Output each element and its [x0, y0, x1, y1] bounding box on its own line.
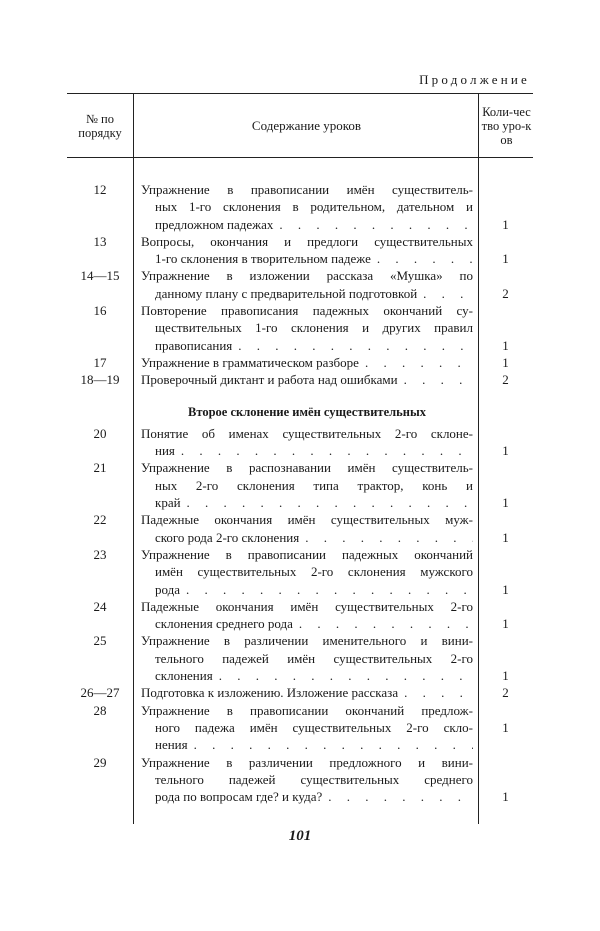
content-line [141, 494, 473, 511]
table-row [67, 371, 533, 388]
table-row [67, 302, 533, 354]
content-line: Упражнение в распознавании имён существитель- [141, 460, 473, 476]
lesson-count: 2 [502, 285, 509, 301]
table-row [67, 354, 533, 371]
lesson-number: 29 [93, 754, 107, 770]
dot-leader [404, 684, 473, 701]
lesson-number: 17 [93, 354, 107, 370]
lesson-content [141, 684, 473, 701]
dot-leader [194, 736, 473, 753]
content-line-text: нения [155, 737, 188, 753]
lesson-count: 1 [502, 216, 509, 232]
dot-leader [279, 216, 473, 233]
content-line: Повторение правописания падежных окончаний су- [141, 303, 473, 319]
content-line: Упражнение в различении предложного и вини- [141, 754, 473, 770]
lesson-content [141, 181, 473, 233]
content-line [141, 736, 473, 753]
lesson-count: 1 [502, 789, 509, 805]
lesson-content [141, 233, 473, 268]
lesson-content [141, 354, 473, 371]
content-line [141, 581, 473, 598]
content-line-text: 1-го склонения в творительном падеже [155, 251, 371, 267]
content-line: Упражнение в изложении рассказа «Мушка» по [141, 268, 473, 284]
lesson-count: 1 [502, 581, 509, 597]
lesson-count: 1 [502, 337, 509, 353]
table-row [67, 632, 533, 684]
content-line [141, 667, 473, 684]
lesson-number: 13 [93, 233, 107, 249]
content-line [141, 684, 473, 701]
table-row [67, 181, 533, 233]
table-row [67, 459, 533, 511]
content-line: Упражнение в правописании окончаний предлож- [141, 702, 473, 718]
lesson-count: 2 [502, 372, 509, 388]
lesson-content [141, 425, 473, 460]
content-line [141, 442, 473, 459]
content-line: Упражнение в правописании падежных окончаний [141, 546, 473, 562]
content-line: ных 1-го склонения в родительном, дательном и [155, 199, 473, 215]
lesson-number: 23 [93, 546, 107, 562]
continuation-label: Продолжение [419, 72, 530, 87]
lesson-number: 12 [93, 182, 107, 197]
lesson-count: 1 [502, 668, 509, 684]
lesson-number: 21 [93, 460, 107, 476]
lesson-content [141, 598, 473, 633]
lesson-count: 1 [502, 354, 509, 370]
content-line-text: склонения среднего рода [155, 616, 293, 632]
content-line: Падежные окончания имён существительных муж- [141, 512, 473, 528]
lesson-content [141, 302, 473, 354]
lesson-content [141, 511, 473, 546]
table-top-rule [67, 93, 533, 94]
table-row [67, 684, 533, 701]
lesson-number: 14—15 [80, 268, 120, 284]
lesson-count: 2 [502, 685, 509, 701]
lesson-content [141, 702, 473, 754]
page-number: 101 [288, 828, 312, 844]
content-line: имён существительных 2-го склонения мужского [155, 564, 473, 580]
lesson-group-1 [67, 181, 533, 389]
content-line-text: данному плану с предварительной подготовкой [155, 285, 418, 301]
content-line: Понятие об именах существительных 2-го склоне- [141, 425, 473, 441]
dot-leader [186, 581, 473, 598]
lesson-content [141, 459, 473, 511]
lesson-number: 18—19 [80, 372, 120, 388]
dot-leader [423, 285, 473, 302]
content-line-text: склонения [155, 668, 213, 684]
table-row [67, 425, 533, 460]
content-line-text: Проверочный диктант и работа над ошибками [141, 372, 398, 388]
lesson-number: 28 [93, 702, 107, 718]
dot-leader [404, 371, 473, 388]
lesson-count: 1 [502, 443, 509, 459]
content-line: ного падежа имён существительных 2-го скло- [155, 719, 473, 735]
lesson-number: 22 [93, 512, 107, 528]
lesson-number: 16 [93, 303, 107, 319]
content-line: Вопросы, окончания и предлоги существительных [141, 233, 473, 249]
content-line: ных 2-го склонения типа трактор, конь и [155, 477, 473, 493]
dot-leader [181, 442, 473, 459]
content-line-text: ния [155, 443, 175, 459]
lesson-content [141, 754, 473, 806]
table-row [67, 546, 533, 598]
dot-leader [219, 667, 473, 684]
content-line [141, 615, 473, 632]
dot-leader [365, 354, 473, 371]
table-row [67, 702, 533, 754]
content-line: Упражнение в различении именительного и вини- [141, 633, 473, 649]
content-line [141, 354, 473, 371]
content-line-text: Упражнение в грамматическом разборе [141, 354, 359, 370]
content-line-text: рода по вопросам где? и куда? [155, 789, 323, 805]
lesson-count: 1 [502, 251, 509, 267]
dot-leader [377, 250, 473, 267]
dot-leader [299, 615, 473, 632]
content-line [141, 285, 473, 302]
dot-leader [305, 529, 473, 546]
content-line-text: Подготовка к изложению. Изложение рассказа [141, 685, 399, 701]
content-line [141, 788, 473, 805]
header-count: Коли-чество уро-ков [481, 105, 532, 147]
lesson-count: 1 [502, 719, 509, 735]
content-line: Падежные окончания имён существительных 2-го [141, 598, 473, 614]
table-row [67, 598, 533, 633]
lesson-content [141, 546, 473, 598]
content-line-text: предложном падежах [155, 216, 274, 232]
dot-leader [238, 337, 473, 354]
lesson-number: 24 [93, 598, 107, 614]
lesson-number: 25 [93, 633, 107, 649]
header-content: Содержание уроков [251, 118, 362, 133]
content-line [141, 216, 473, 233]
lesson-count: 1 [502, 616, 509, 632]
lesson-number: 20 [93, 425, 107, 441]
table-row [67, 754, 533, 806]
header-number: № по порядку [78, 112, 122, 140]
lesson-number: 26—27 [80, 685, 120, 701]
content-line-text: правописания [155, 337, 233, 353]
content-line [141, 337, 473, 354]
content-line-text: край [155, 495, 181, 511]
content-line [141, 371, 473, 388]
table-header-rule [67, 157, 533, 158]
table-body [67, 181, 533, 805]
table-row [67, 267, 533, 302]
dot-leader [187, 494, 473, 511]
content-line-text: ского рода 2-го склонения [155, 529, 300, 545]
lesson-count: 1 [502, 495, 509, 511]
content-line: тельного падежей имён существительных 2-го [155, 650, 473, 666]
lesson-count: 1 [502, 529, 509, 545]
content-line: Упражнение в правописании имён существитель- [141, 182, 473, 197]
section-title: Второе склонение имён существительных [188, 404, 426, 419]
lesson-content [141, 371, 473, 388]
content-line-text: рода [155, 581, 181, 597]
lesson-content [141, 267, 473, 302]
content-line: тельного падежей существительных среднего [155, 771, 473, 787]
table-row [67, 233, 533, 268]
content-line [141, 250, 473, 267]
dot-leader [328, 788, 473, 805]
lesson-group-2 [67, 425, 533, 806]
content-line [141, 529, 473, 546]
content-line: ществительных 1-го склонения и других правил [155, 320, 473, 336]
table-row [67, 511, 533, 546]
lesson-content [141, 632, 473, 684]
